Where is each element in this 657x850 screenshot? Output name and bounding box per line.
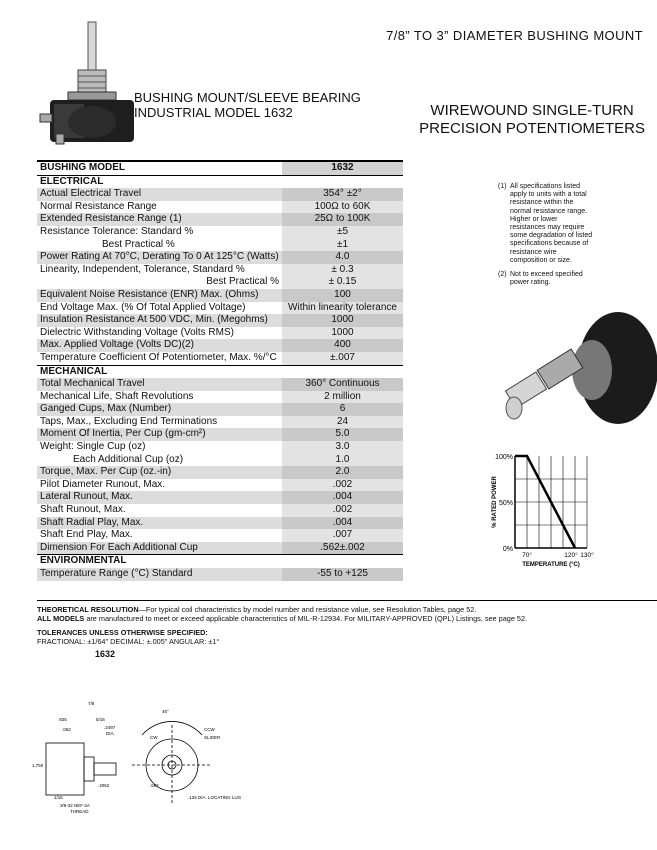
table-row: Weight: Single Cup (oz) 3.0	[37, 441, 403, 454]
table-row: Mechanical Life, Shaft Revolutions 2 million	[37, 391, 403, 404]
table-row: Max. Applied Voltage (Volts DC)(2) 400	[37, 339, 403, 352]
dim-cw: CW	[150, 735, 158, 740]
subtitle-line2: INDUSTRIAL MODEL 1632	[134, 105, 293, 120]
table-row: Ganged Cups, Max (Number) 6	[37, 403, 403, 416]
dim-ccw: CCW	[204, 727, 215, 732]
potentiometer-photo	[30, 22, 134, 148]
dim-thread: 3/8-32 NEF-2A	[60, 803, 91, 808]
section-mechanical: MECHANICAL	[37, 365, 403, 378]
footnote-1: (1) All specifications listed apply to units with a total resistance within the normal resistance range. Higher or lower resistances may require some degradation of listed specifications because of resistance wire composition or size.	[498, 183, 593, 264]
table-row: Power Rating At 70°C, Derating To 0 At 125°C (Watts) 4.0	[37, 251, 403, 264]
table-row: End Voltage Max. (% Of Total Applied Voltage) Within linearity tolerance	[37, 302, 403, 315]
table-header-row	[37, 161, 403, 175]
dim-1750: 1.750	[32, 763, 44, 768]
table-row: Moment Of Inertia, Per Cup (gm-cm²) 5.0	[37, 428, 403, 441]
y-tick-0: 0%	[502, 546, 513, 553]
category-header: 7/8” TO 3” DIAMETER BUSHING MOUNT	[386, 28, 643, 43]
dim-dia: DIA.	[106, 731, 115, 736]
dim-062: .062	[62, 727, 71, 732]
table-row: Taps, Max., Excluding End Terminations 24	[37, 416, 403, 429]
title-line2: PRECISION POTENTIOMETERS	[419, 120, 645, 137]
tolerance-heading: TOLERANCES UNLESS OTHERWISE SPECIFIED:	[37, 628, 208, 637]
dim-thread-label: THREAD	[70, 809, 89, 814]
table-row: Equivalent Noise Resistance (ENR) Max. (Ohms) 100	[37, 289, 403, 302]
table-row: Shaft End Play, Max. .007	[37, 529, 403, 542]
table-row: Linearity, Independent, Tolerance, Standard % ± 0.3	[37, 264, 403, 277]
y-tick-100: 100%	[495, 454, 513, 461]
footnotes	[498, 183, 594, 293]
models-note: ALL MODELS are manufactured to meet or exceed applicable characteristics of MIL-R-12934. For MILITARY-APPROVED (QPL) Listings, see page 52.	[37, 614, 528, 623]
table-row: Insulation Resistance At 500 VDC, Min. (Megohms) 1000	[37, 314, 403, 327]
header-label: BUSHING MODEL	[37, 161, 282, 175]
table-row: Pilot Diameter Runout, Max. .002	[37, 479, 403, 492]
footer-notes	[37, 605, 647, 646]
dim-45: 45°	[162, 709, 169, 714]
dimension-drawing	[32, 695, 242, 815]
x-tick-70: 70°	[522, 552, 532, 559]
table-row: Extended Resistance Range (1) 25Ω to 100K	[37, 213, 403, 226]
dim-slider: SLIDER	[204, 735, 221, 740]
product-title	[419, 102, 645, 138]
tolerance-values: FRACTIONAL: ±1/64″ DECIMAL: ±.005″ ANGULAR: ±1°	[37, 637, 220, 646]
dim-4062: .4062	[98, 783, 110, 788]
x-tick-120: 120°	[564, 552, 578, 559]
table-row: Temperature Coefficient Of Potentiometer, Max. %/°C ±.007	[37, 352, 403, 365]
table-row: Best Practical % ±1	[37, 239, 403, 252]
table-row: Each Additional Cup (oz) 1.0	[37, 454, 403, 467]
spec-table	[37, 160, 403, 581]
table-row: Total Mechanical Travel 360° Continuous	[37, 378, 403, 391]
dim-7-8: 7/8	[88, 701, 95, 706]
table-row: Normal Resistance Range 100Ω to 60K	[37, 201, 403, 214]
dim-562: .562	[150, 783, 159, 788]
table-row: Shaft Radial Play, Max. .004	[37, 517, 403, 530]
table-row: Dielectric Withstanding Voltage (Volts RMS) 1000	[37, 327, 403, 340]
table-row: Torque, Max. Per Cup (oz.-in) 2.0	[37, 466, 403, 479]
title-line1: WIREWOUND SINGLE-TURN	[430, 102, 634, 119]
footer-divider	[37, 600, 657, 601]
section-environmental: ENVIRONMENTAL	[37, 555, 403, 568]
table-row: Best Practical % ± 0.15	[37, 276, 403, 289]
table-row: Temperature Range (°C) Standard -55 to +125	[37, 568, 403, 581]
table-row: Actual Electrical Travel 354° ±2°	[37, 188, 403, 201]
y-tick-50: 50%	[498, 500, 513, 507]
footnote-2: (2) Not to exceed specified power rating.	[498, 271, 583, 287]
y-axis-label: % RATED POWER	[492, 476, 498, 528]
table-row: Shaft Runout, Max. .002	[37, 504, 403, 517]
dim-lug: .125 DIA. LOCATING LUG	[188, 795, 242, 800]
x-tick-130: 130°	[580, 552, 594, 559]
dim-2497: .2497	[104, 725, 116, 730]
resolution-note: THEORETICAL RESOLUTION—For typical coil characteristics by model number and resistance value, see Resolution Tables, page 52.	[37, 605, 477, 614]
section-electrical: ELECTRICAL	[37, 175, 403, 188]
dim-925: .925	[58, 717, 67, 722]
drawing-model-number: 1632	[95, 649, 116, 659]
potentiometer-side-photo	[500, 318, 650, 446]
table-row: Dimension For Each Additional Cup .562±.002	[37, 542, 403, 555]
dim-5-16: 5/16	[96, 717, 105, 722]
header-value: 1632	[282, 161, 403, 175]
subtitle-line1: BUSHING MOUNT/SLEEVE BEARING	[134, 90, 361, 105]
derating-graph	[470, 448, 610, 578]
table-row: Lateral Runout, Max. .004	[37, 491, 403, 504]
table-row: Resistance Tolerance: Standard % ±5	[37, 226, 403, 239]
x-axis-label: TEMPERATURE (°C)	[522, 562, 580, 568]
dim-1-16: 1/16	[54, 795, 63, 800]
product-subtitle	[134, 90, 361, 120]
